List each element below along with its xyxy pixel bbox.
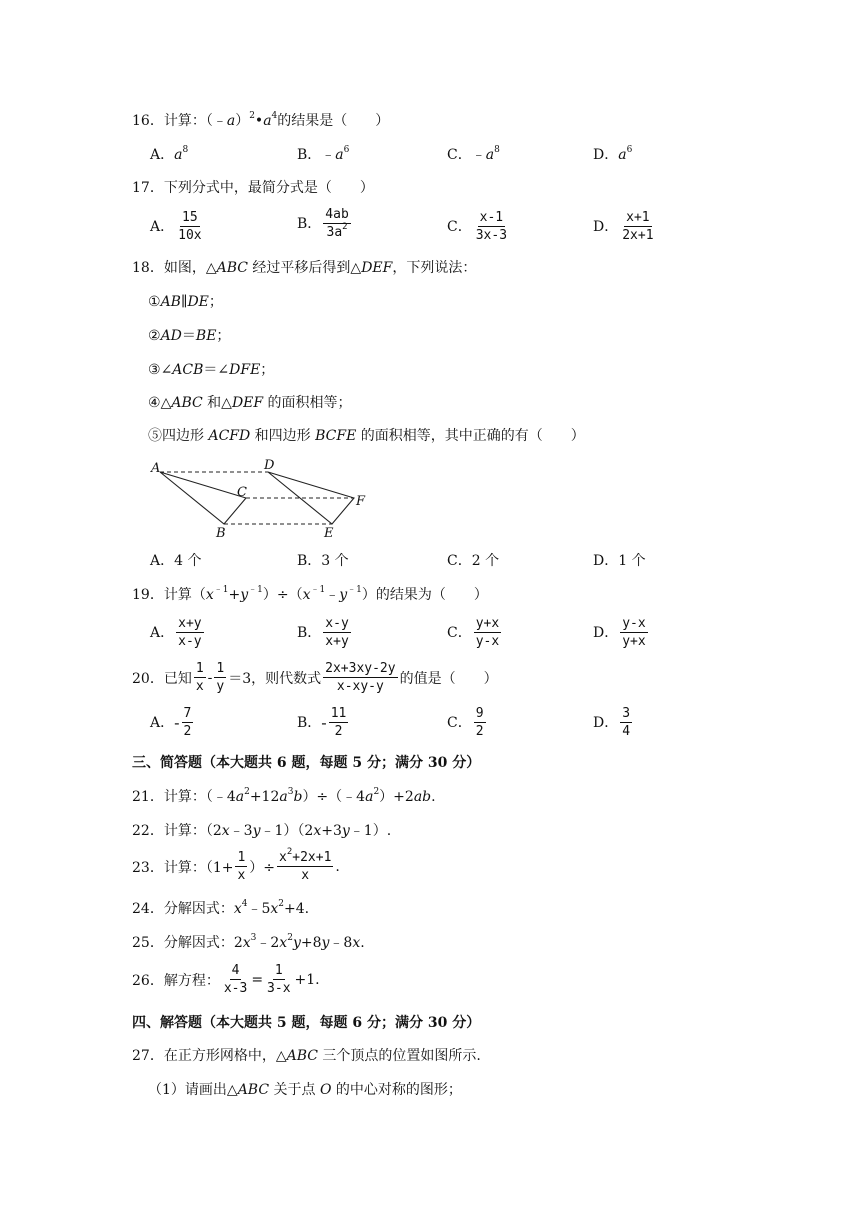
option-label: A． [150, 624, 175, 641]
q18-statement-2 [148, 326, 230, 346]
q16-option-b [297, 145, 349, 165]
q27-text: 三个顶点的位置如图所示. [317, 1048, 481, 1064]
denominator: x+y [325, 634, 349, 649]
q27-text: 的中心对称的图形； [331, 1082, 462, 1098]
q27-part-1 [148, 1080, 462, 1100]
q18-option-b: B．3 个 [297, 553, 349, 569]
section-4-heading: 四、解答题（本大题共 5 题，每题 6 分；满分 30 分） [132, 1015, 481, 1031]
q27-text: 27．在正方形网格中，△ [132, 1048, 287, 1064]
denominator: x [195, 679, 204, 694]
punct: ； [216, 328, 231, 344]
var: x [242, 935, 251, 951]
punct: ； [208, 294, 223, 310]
numerator: x-1 [479, 210, 504, 225]
statement-text: 的面积相等； [263, 395, 352, 411]
option-label: B． [297, 215, 322, 232]
option-label: D． [593, 218, 619, 235]
exponent: 2 [244, 787, 250, 797]
exponent: 2 [287, 933, 293, 943]
var: a [235, 789, 245, 805]
denominator [325, 224, 350, 240]
numerator [277, 847, 333, 867]
numerator: y-x [622, 616, 646, 631]
q23-text: 23．计算：（1+ [132, 859, 234, 876]
option-label: B．﹣ [297, 147, 336, 163]
q25-text: 25．分解因式：2 [132, 935, 243, 951]
denominator: 4 [622, 724, 631, 739]
option-label: C． [447, 624, 472, 641]
var: y [240, 587, 249, 603]
q26-text: +1. [294, 971, 320, 988]
var: a [174, 147, 183, 163]
fraction [214, 661, 226, 694]
denominator: x-xy-y [336, 679, 384, 694]
q20-option-b [297, 706, 350, 739]
q25-text: ﹣8 [329, 935, 353, 951]
segment: DE [187, 294, 209, 310]
q22-text: ﹣3 [229, 823, 253, 839]
point-label-f: F [356, 494, 366, 509]
exponent: 2 [342, 222, 348, 232]
option-label: B． [297, 624, 322, 641]
var: a [485, 147, 495, 163]
q27-text: （1）请画出△ [148, 1082, 238, 1098]
var: a [618, 147, 627, 163]
var: y [341, 823, 350, 839]
minus-symbol: ﹣ [325, 587, 340, 603]
fraction [474, 210, 509, 243]
option-label: B． [297, 714, 322, 731]
option-label: A． [150, 714, 175, 731]
exponent: 4 [241, 899, 248, 909]
fraction [176, 210, 203, 243]
denominator: y [216, 679, 225, 694]
q21 [132, 787, 436, 807]
var: ab [413, 789, 432, 805]
q21-text: ）÷（﹣4 [302, 789, 366, 805]
point-label-d: D [264, 458, 275, 473]
fraction [474, 616, 501, 649]
var: x [233, 901, 242, 917]
q19-stem-text: ）的结果为（ ） [361, 587, 488, 603]
numerator: 7 [183, 706, 192, 721]
var: a [279, 789, 288, 805]
numerator: y+x [475, 616, 500, 631]
fraction [323, 616, 350, 649]
numerator-part: x [279, 850, 287, 865]
numerator: 11 [330, 706, 347, 721]
fraction [323, 661, 397, 694]
var: y [339, 587, 348, 603]
segment: BE [195, 328, 217, 344]
var: b [293, 789, 303, 805]
q23-text: . [335, 858, 340, 875]
var: a [335, 147, 344, 163]
statement-number: ① [148, 294, 161, 310]
triangle-name: ABC [237, 1082, 270, 1098]
q20-stem-text: 的值是（ ） [399, 670, 498, 687]
numerator: 1 [195, 661, 204, 676]
exponent: 3 [250, 933, 257, 943]
q25-text: +8 [300, 935, 322, 951]
numerator: 4ab [325, 207, 349, 222]
equals-symbol: = [251, 971, 264, 988]
exponent: 2 [249, 111, 255, 121]
denominator: 10x [178, 228, 202, 243]
angle: ∠DFE [217, 362, 261, 378]
exponent: ﹣1 [310, 585, 326, 595]
q25-text: . [360, 935, 365, 951]
denominator: 3x-3 [475, 228, 508, 243]
q24-text: +4. [284, 901, 310, 917]
q16-stem-text: 的结果是（ ） [277, 113, 390, 129]
option-label: A． [150, 147, 175, 163]
denominator: 2 [183, 724, 192, 739]
q18-option-d: D．1 个 [593, 553, 646, 569]
q23 [132, 847, 340, 883]
statement-text: 的面积相等，其中正确的有（ ） [356, 428, 585, 444]
punct: ； [260, 362, 275, 378]
q25-text: ﹣2 [256, 935, 280, 951]
statement-text: 和四边形 [250, 428, 316, 444]
var: y [292, 935, 301, 951]
q19-option-d [593, 616, 650, 649]
exponent: 2 [286, 847, 293, 857]
q19-option-a [150, 616, 206, 649]
denominator: 2x+1 [622, 228, 654, 243]
q16-option-a [150, 145, 188, 165]
var: a [263, 113, 272, 129]
q18-statement-4 [148, 393, 352, 413]
q26-text: 26．解方程： [132, 972, 220, 989]
q24-text: ﹣5 [247, 901, 271, 917]
numerator: 2x+3xy-2y [325, 661, 396, 676]
triangle-abc [160, 472, 246, 524]
var: x [221, 823, 230, 839]
numerator: x+1 [626, 210, 650, 225]
equals-symbol: ＝ [181, 328, 196, 344]
minus-symbol: - [321, 713, 327, 732]
q20-stem-text: ＝3，则代数式 [228, 670, 322, 687]
q16-option-c [447, 145, 500, 165]
triangle-name: DEF [231, 395, 264, 411]
option-label: D． [593, 147, 619, 163]
fraction [329, 706, 349, 739]
q17-option-c [447, 210, 511, 243]
numerator: x+y [178, 616, 202, 631]
segment: AB [160, 294, 181, 310]
denominator: x-y [178, 634, 202, 649]
denominator: 2 [475, 724, 484, 739]
exponent: 6 [626, 145, 633, 155]
exponent: 6 [343, 145, 350, 155]
triangle-symbol: △ [160, 395, 172, 411]
exponent: ﹣1 [248, 585, 263, 595]
triangle-name: ABC [216, 260, 248, 276]
quadrilateral-name: ACFD [208, 428, 251, 444]
statement-text: 四边形 [162, 428, 209, 444]
exponent: 8 [494, 145, 500, 155]
denominator: y+x [622, 634, 646, 649]
exponent: 4 [271, 111, 278, 121]
angle: ∠ACB [160, 362, 204, 378]
q16-option-d [593, 145, 632, 165]
q24-text: 24．分解因式： [132, 901, 234, 917]
fraction [474, 706, 486, 739]
q27-stem [132, 1046, 481, 1066]
q22-text: ﹣1）. [349, 823, 392, 839]
option-label: C．﹣ [447, 147, 486, 163]
exponent: 3 [287, 787, 294, 797]
var: x [313, 823, 322, 839]
statement-number: ④ [148, 395, 161, 411]
q17-option-d [593, 210, 658, 243]
quadrilateral-name: BCFE [315, 428, 357, 444]
q22-text: +3 [321, 823, 342, 839]
point-label-b: B [216, 526, 226, 541]
q16-stem-text: 16．计算：（﹣ [132, 113, 227, 129]
q18-stem-text: 18．如图，△ [132, 260, 217, 276]
fraction [277, 847, 333, 883]
option-label: D． [593, 624, 619, 641]
option-label: A． [150, 218, 175, 235]
q18-stem-text: 经过平移后得到△ [247, 260, 362, 276]
q23-text: ）÷ [249, 859, 276, 876]
fraction [620, 706, 632, 739]
q26 [132, 963, 320, 996]
var: y [321, 935, 330, 951]
q20-stem-text: 20．已知 [132, 670, 192, 687]
numerator: 1 [274, 963, 283, 978]
statement-text: 和△ [202, 395, 232, 411]
segment: AD [160, 328, 182, 344]
var: x [352, 935, 361, 951]
exponent: 2 [278, 899, 285, 909]
var: a [365, 789, 374, 805]
q20-option-a [150, 706, 195, 739]
fraction [182, 706, 194, 739]
denominator: x-3 [223, 981, 248, 996]
q18-option-c: C．2 个 [447, 553, 500, 569]
option-label: C． [447, 218, 472, 235]
q27-text: 关于点 [269, 1082, 320, 1098]
q16-stem-text: ） [235, 113, 250, 129]
fraction [194, 661, 206, 694]
statement-number: ② [148, 328, 161, 344]
fraction [323, 207, 350, 240]
numerator: 15 [182, 210, 198, 225]
q19-stem-text: ）÷（ [262, 587, 303, 603]
q20-option-d [593, 706, 634, 739]
exponent: ﹣1 [213, 585, 229, 595]
equals-symbol: ＝ [203, 362, 218, 378]
numerator: 1 [216, 661, 225, 676]
q22 [132, 821, 391, 841]
fraction [176, 616, 203, 649]
denominator: 3-x [267, 981, 291, 996]
q21-text: 21．计算：（﹣4 [132, 789, 236, 805]
q25 [132, 933, 365, 953]
q19-stem-text: 19．计算（ [132, 587, 206, 603]
denominator: y-x [475, 634, 500, 649]
fraction [222, 963, 249, 996]
numerator-part: +2x+1 [292, 850, 332, 865]
q18-option-a: A．4 个 [150, 553, 202, 569]
numerator: 9 [475, 706, 484, 721]
q22-text: 22．计算：（2 [132, 823, 222, 839]
denominator-base: 3a [326, 225, 343, 240]
fraction [235, 850, 247, 883]
var: x [205, 587, 214, 603]
var: x [270, 901, 279, 917]
q24 [132, 899, 309, 919]
fraction [620, 210, 655, 243]
option-label: D． [593, 714, 619, 731]
var: x [302, 587, 311, 603]
numerator: 4 [231, 963, 240, 978]
q18-statement-1 [148, 292, 223, 312]
q19-option-c [447, 616, 503, 649]
var: a [226, 113, 236, 129]
section-3-heading: 三、简答题（本大题共 6 题，每题 5 分；满分 30 分） [132, 755, 481, 771]
q20-stem [132, 661, 498, 694]
q17-option-b [297, 207, 353, 240]
statement-number: ③ [148, 362, 161, 378]
denominator: x [237, 868, 246, 883]
point-name: O [319, 1082, 332, 1098]
statement-number: ⑤ [148, 428, 162, 444]
q18-translation-figure [148, 456, 378, 542]
option-label: C． [447, 714, 472, 731]
var: y [252, 823, 261, 839]
fraction [265, 963, 292, 996]
q18-statement-3 [148, 360, 274, 380]
exponent: ﹣1 [347, 585, 362, 595]
q17-option-a [150, 210, 206, 243]
q22-text: ﹣1）（2 [260, 823, 314, 839]
q21-text: +12 [249, 789, 280, 805]
denominator: x [301, 868, 310, 883]
point-label-c: C [237, 485, 247, 500]
q19-stem [132, 585, 488, 605]
q18-statement-5 [148, 426, 585, 446]
parallel-symbol: ∥ [180, 294, 188, 310]
q21-text: . [431, 789, 436, 805]
fraction [620, 616, 647, 649]
triangle-name: ABC [171, 395, 203, 411]
triangle-name: DEF [361, 260, 393, 276]
numerator: 3 [622, 706, 631, 721]
q18-stem-text: ，下列说法： [392, 260, 477, 276]
exponent: 8 [182, 145, 189, 155]
point-label-e: E [324, 526, 334, 541]
q16-stem [132, 111, 389, 131]
q17-stem: 17．下列分式中，最简分式是（ ） [132, 180, 374, 196]
q20-option-c [447, 706, 488, 739]
minus-symbol: - [207, 669, 213, 686]
numerator: 1 [237, 850, 246, 865]
numerator: x-y [325, 616, 349, 631]
q19-option-b [297, 616, 353, 649]
minus-symbol: - [174, 713, 180, 732]
plus-symbol: + [228, 587, 241, 603]
dot-operator: • [254, 113, 264, 129]
exponent: 2 [373, 787, 380, 797]
denominator: 2 [334, 724, 343, 739]
q18-stem [132, 258, 476, 278]
q21-text: ）+2 [379, 789, 414, 805]
var: x [279, 935, 288, 951]
triangle-name: ABC [286, 1048, 318, 1064]
point-label-a: A [151, 461, 161, 476]
